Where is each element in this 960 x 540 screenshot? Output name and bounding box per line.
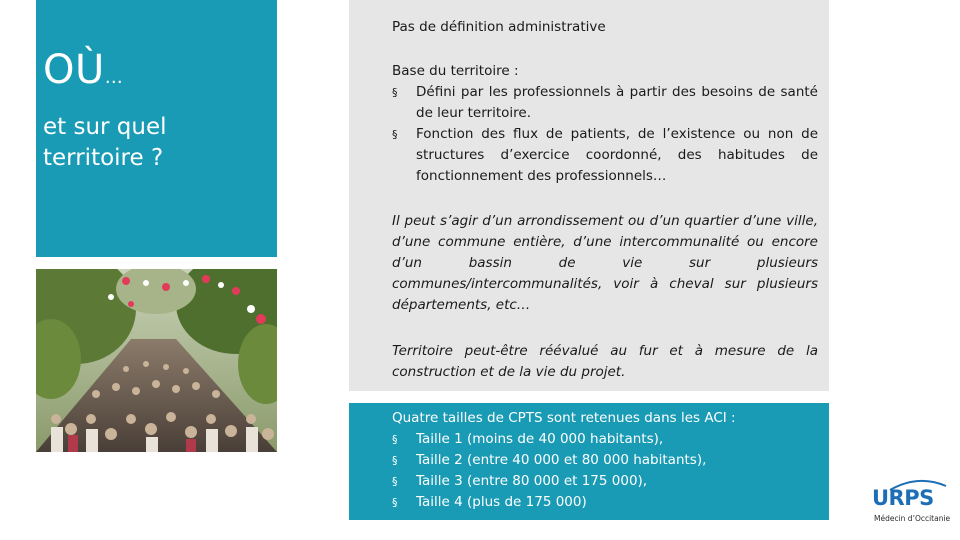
logo-name: URPS	[872, 486, 934, 510]
list-item: § Taille 1 (moins de 40 000 habitants),	[392, 429, 818, 450]
title-text: OÙ	[43, 47, 105, 93]
territory-base-list	[392, 82, 818, 187]
crowd-photo	[36, 269, 277, 452]
definition-panel	[349, 0, 829, 391]
page-title	[43, 47, 124, 93]
bullet-icon: §	[392, 496, 398, 509]
cpts-sizes-section	[392, 408, 818, 513]
bullet-icon: §	[392, 128, 398, 141]
list-item: § Fonction des flux de patients, de l’existence ou non de structures d’exercice coordonné, des habitudes de fonctionnement des professionnels…	[392, 126, 818, 184]
territory-base-section	[392, 61, 818, 187]
bullet-icon: §	[392, 454, 398, 467]
cpts-sizes-label: Quatre tailles de CPTS sont retenues dans les ACI :	[392, 410, 736, 426]
page-subtitle: et sur quel territoire ?	[43, 114, 167, 171]
bullet-icon: §	[392, 433, 398, 446]
list-item: § Taille 2 (entre 40 000 et 80 000 habitants),	[392, 450, 818, 471]
title-ellipsis: …	[104, 67, 124, 88]
cpts-sizes-list	[392, 429, 818, 513]
bullet-icon: §	[392, 475, 398, 488]
bullet-icon: §	[392, 86, 398, 99]
territory-reevaluation-paragraph: Territoire peut-être réévalué au fur et à mesure de la construction et de la vie du projet.	[392, 343, 818, 380]
list-item: § Taille 4 (plus de 175 000)	[392, 492, 818, 513]
territory-examples-paragraph: Il peut s’agir d’un arrondissement ou d’un quartier d’une ville, d’une commune entière, d’une intercommunalité ou encore d’un bassin de vie sur plusieurs communes/intercommunalités, voir à cheval sur plusieurs départements, etc…	[392, 213, 818, 313]
urps-logo	[868, 486, 951, 532]
logo-subtitle: Médecin d’Occitanie	[874, 514, 951, 523]
list-item: § Défini par les professionnels à partir des besoins de santé de leur territoire.	[392, 84, 818, 121]
territory-base-label: Base du territoire :	[392, 63, 519, 79]
list-item: § Taille 3 (entre 80 000 et 175 000),	[392, 471, 818, 492]
definition-heading: Pas de définition administrative	[392, 19, 606, 35]
